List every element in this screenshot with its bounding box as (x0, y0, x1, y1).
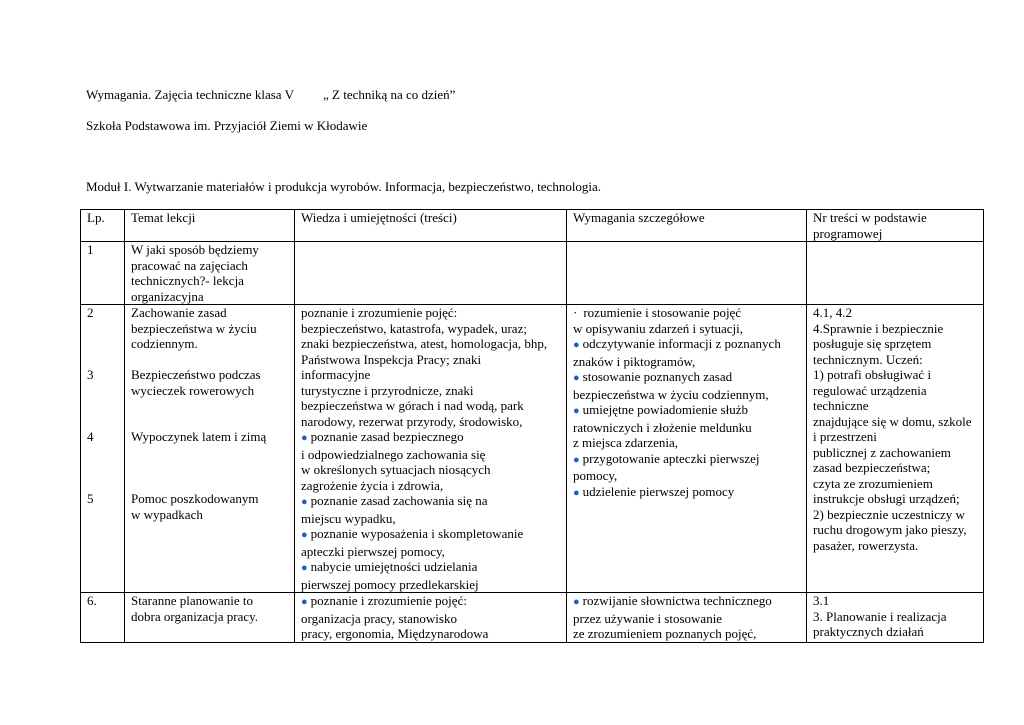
school-name: Szkoła Podstawowa im. Przyjaciół Ziemi w Kłodawie (86, 118, 368, 133)
bullet-line: ● poznanie wyposażenia i skompletowanie (301, 526, 524, 541)
text-line: dobra organizacja pracy. (131, 608, 259, 624)
subtitle-text: „ Z techniką na co dzień” (323, 87, 456, 102)
bullet-line: ● poznanie zasad bezpiecznego (301, 429, 464, 444)
text-line: Państwowa Inspekcja Pracy; znaki (301, 351, 482, 367)
row-wiedza (295, 593, 567, 643)
text-line: 3.1 (813, 593, 830, 608)
header-wiedza: Wiedza i umiejętności (treści) (295, 210, 567, 242)
dot-icon: · (573, 305, 578, 320)
text-line: informacyjne (301, 367, 371, 382)
bullet-icon: ● (573, 405, 580, 417)
bullet-line: ● poznanie zasad zachowania się na (301, 493, 488, 508)
text-line: przez używanie i stosowanie (573, 610, 723, 626)
text-line: Pomoc poszkodowanym (131, 491, 259, 506)
lp-number: 2 (87, 305, 94, 320)
text-line: z miejsca zdarzenia, (573, 435, 679, 450)
row-wiedza-empty (295, 242, 567, 305)
text-line: zagrożenie życia i zdrowia, (301, 477, 444, 493)
bullet-line: ● rozwijanie słownictwa technicznego (573, 593, 772, 608)
title-text: Wymagania. Zajęcia techniczne klasa V (86, 87, 294, 102)
bullet-icon: ● (301, 432, 308, 444)
text-line: bezpieczeństwa w życiu (131, 320, 257, 336)
bullet-line: ● umiejętne powiadomienie służb (573, 402, 748, 417)
text-line: miejscu wypadku, (301, 510, 396, 526)
text-line: praktycznych działań (813, 624, 924, 639)
requirements-table (80, 209, 984, 643)
text-line: ratowniczych i złożenie meldunku (573, 419, 752, 435)
bullet-line: ● przygotowanie apteczki pierwszej (573, 450, 760, 466)
text-line: 4.Sprawnie i bezpiecznie (813, 320, 944, 336)
text-line: regulować urządzenia (813, 382, 927, 398)
text-line: znaków i piktogramów, (573, 353, 696, 369)
text-line: pracować na zajęciach (131, 257, 248, 273)
text-line: i odpowiedzialnego zachowania się (301, 446, 486, 462)
row-lp: 6. (81, 593, 125, 643)
bullet-icon: ● (573, 486, 580, 499)
header-lp: Lp. (81, 210, 125, 242)
text-line: 1) potrafi obsługiwać i (813, 367, 932, 382)
text-line: zasad bezpieczeństwa; (813, 460, 931, 475)
bullet-icon: ● (573, 339, 580, 351)
bullet-icon: ● (301, 496, 308, 508)
bullet-line: · rozumienie i stosowanie pojęć (573, 305, 742, 320)
text-line: bezpieczeństwa w życiu codziennym, (573, 386, 769, 402)
text-line: w wypadkach (131, 506, 203, 522)
text-line: turystyczne i przyrodnicze, znaki (301, 382, 474, 398)
text-line: narodowy, rezerwat przyrody, środowisko, (301, 413, 523, 429)
text-line: ruchu drogowym jako pieszy, (813, 522, 967, 537)
text-line: organizacja pracy, stanowisko (301, 610, 457, 626)
bullet-icon: ● (301, 529, 308, 541)
text-line: 3. Planowanie i realizacja (813, 608, 947, 624)
row-lp: 1 (81, 242, 125, 305)
row-wymagania (567, 305, 807, 593)
text-line: instrukcje obsługi urządzeń; (813, 491, 960, 506)
bullet-icon: ● (573, 453, 580, 466)
header-nr-line: Nr treści w podstawie (813, 210, 927, 225)
text-line: techniczne (813, 398, 869, 413)
text-line: Zachowanie zasad (131, 305, 227, 320)
document-title (86, 87, 456, 103)
text-line: Staranne planowanie to (131, 593, 254, 608)
row-nr (807, 305, 984, 593)
bullet-icon: ● (573, 596, 580, 608)
text-line: W jaki sposób będziemy (131, 242, 259, 257)
text-line: technicznych?- lekcja (131, 273, 244, 288)
row-wymagania-empty (567, 242, 807, 305)
text-line: wycieczek rowerowych (131, 382, 255, 398)
row-temat (125, 242, 295, 305)
header-temat: Temat lekcji (125, 210, 295, 242)
text-line: posługuje się sprzętem (813, 336, 932, 351)
table-header-row (81, 210, 984, 242)
text-line: pomocy, (573, 468, 618, 483)
row-lp (81, 305, 125, 593)
header-nr (807, 210, 984, 242)
row-temat (125, 305, 295, 593)
row-temat (125, 593, 295, 643)
bullet-icon: ● (301, 596, 308, 608)
lp-number: 4 (87, 429, 94, 444)
bullet-line: ● odczytywanie informacji z poznanych (573, 336, 781, 351)
lp-number: 5 (87, 491, 94, 506)
table-row (81, 593, 984, 643)
text-line: 2) bezpiecznie uczestniczy w (813, 506, 965, 522)
text-line: czyta ze zrozumieniem (813, 475, 933, 491)
lp-number: 3 (87, 367, 94, 382)
header-nr-line: programowej (813, 225, 883, 241)
row-nr (807, 593, 984, 643)
text-line: w określonych sytuacjach niosących (301, 462, 491, 477)
text-line: publicznej z zachowaniem (813, 444, 951, 460)
text-line: pierwszej pomocy przedlekarskiej (301, 576, 479, 592)
text-line: organizacyjna (131, 288, 204, 304)
text-line: i przestrzeni (813, 429, 877, 444)
bullet-line: ● stosowanie poznanych zasad (573, 369, 733, 384)
bullet-line: ● udzielenie pierwszej pomocy (573, 483, 735, 499)
text-line: 4.1, 4.2 (813, 305, 852, 320)
text-line: poznanie i zrozumienie pojęć: (301, 305, 458, 320)
bullet-line: ● nabycie umiejętności udzielania (301, 559, 478, 574)
header-wymagania: Wymagania szczegółowe (567, 210, 807, 242)
text-line: bezpieczeństwa w górach i nad wodą, park (301, 398, 524, 413)
text-line: ze zrozumieniem poznanych pojęć, (573, 626, 757, 641)
text-line: Bezpieczeństwo podczas (131, 367, 261, 382)
row-wymagania (567, 593, 807, 643)
module-heading: Moduł I. Wytwarzanie materiałów i produkcja wyrobów. Informacja, bezpieczeństwo, technologia. (86, 179, 602, 194)
text-line: technicznym. Uczeń: (813, 351, 923, 367)
text-line: znaki bezpieczeństwa, atest, homologacja, bhp, (301, 336, 548, 351)
text-line: apteczki pierwszej pomocy, (301, 543, 445, 559)
text-line: codziennym. (131, 336, 198, 351)
bullet-icon: ● (301, 562, 308, 574)
text-line: w opisywaniu zdarzeń i sytuacji, (573, 320, 744, 336)
text-line: pracy, ergonomia, Międzynarodowa (301, 626, 489, 641)
table-row (81, 305, 984, 593)
text-line: znajdujące się w domu, szkole (813, 413, 972, 429)
row-nr-empty (807, 242, 984, 305)
row-wiedza (295, 305, 567, 593)
table-row (81, 242, 984, 305)
text-line: bezpieczeństwo, katastrofa, wypadek, uraz; (301, 320, 527, 336)
text-line: Wypoczynek latem i zimą (131, 429, 267, 444)
bullet-icon: ● (573, 372, 580, 384)
bullet-line: ● poznanie i zrozumienie pojęć: (301, 593, 467, 608)
text-line: pasażer, rowerzysta. (813, 537, 919, 553)
